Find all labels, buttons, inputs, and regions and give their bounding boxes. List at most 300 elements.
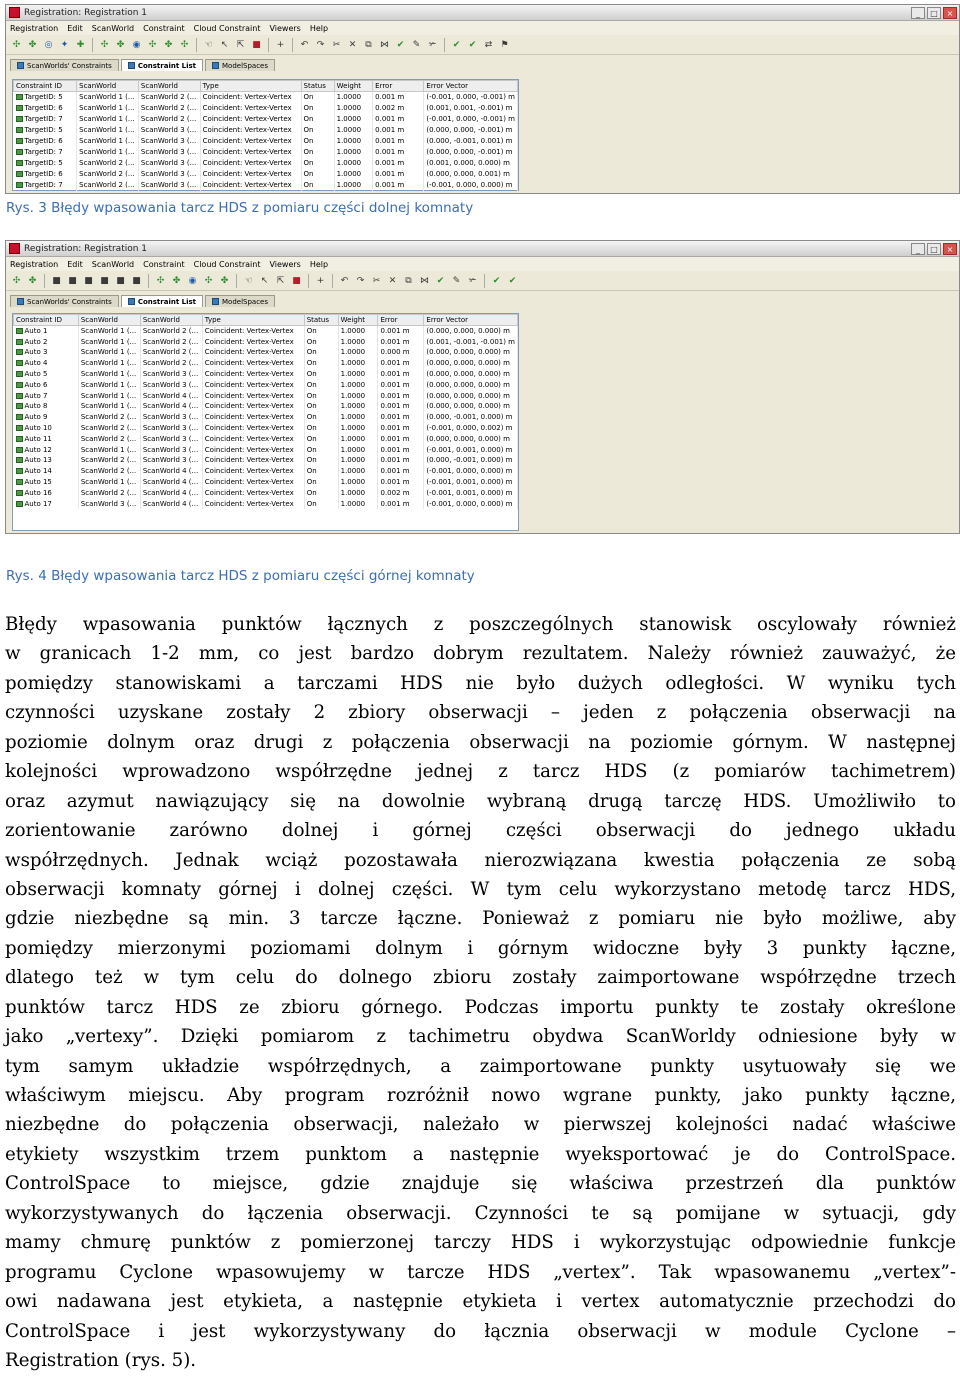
col-error-vector[interactable]: Error Vector: [424, 315, 518, 326]
lock-icon[interactable]: ■: [252, 39, 261, 50]
link-icon[interactable]: ✣: [12, 39, 21, 50]
table-cell: [200, 158, 301, 169]
col-scanworld-a[interactable]: ScanWorld: [77, 81, 139, 92]
cell-text: ScanWorld 1 (...: [80, 370, 137, 379]
table-cell: [14, 455, 79, 466]
cut-icon[interactable]: ✂: [372, 275, 381, 286]
unlink-icon[interactable]: ✃: [428, 39, 437, 50]
table-cell: [78, 369, 140, 380]
table-cell: [14, 423, 79, 434]
table-cell: [338, 487, 378, 498]
col-error[interactable]: Error: [373, 81, 424, 92]
table-cell: [424, 326, 518, 337]
table-cell: [200, 103, 301, 114]
cell-text: 0.001 m: [380, 327, 410, 336]
col-type[interactable]: Type: [200, 81, 301, 92]
table-cell: [301, 169, 334, 180]
table-cell: [373, 158, 424, 169]
table-cell: [378, 326, 424, 337]
cell-text: On: [306, 327, 317, 336]
table-cell: [14, 358, 79, 369]
cell-text: On: [306, 456, 317, 465]
table-cell: [338, 347, 378, 358]
table-row[interactable]: [14, 498, 518, 509]
paragraph-line: mamy chmurę punktów z pomierzonej tarczy HDS i wykorzystując odpowiednie funkcje: [5, 1232, 956, 1254]
constraint-icon: [16, 382, 23, 388]
constraint-icon: [16, 501, 23, 507]
cell-text: 1.0000: [336, 93, 362, 102]
menu-cloud-constraint[interactable]: Cloud Constraint: [193, 259, 261, 269]
grid-icon[interactable]: ■: [84, 275, 93, 286]
table-cell: [140, 487, 202, 498]
cursor-icon[interactable]: ↖: [260, 275, 269, 286]
delete-icon[interactable]: ✕: [388, 275, 397, 286]
grid-icon[interactable]: ■: [100, 275, 109, 286]
cell-text: ScanWorld 3 (...: [140, 159, 197, 167]
merge-icon[interactable]: ⋈: [380, 39, 389, 50]
cell-text: ScanWorld 2 (...: [80, 488, 137, 497]
tab-modelspaces[interactable]: ModelSpaces: [205, 59, 275, 71]
constraint-icon: [16, 360, 23, 366]
screenshot-window-lower: [5, 4, 960, 194]
table-row[interactable]: [14, 180, 518, 191]
constraint-icon: [16, 349, 23, 355]
table-row[interactable]: [14, 444, 518, 455]
cell-text: 1.0000: [340, 391, 366, 400]
minimize-icon[interactable]: _: [911, 243, 925, 255]
menu-viewers[interactable]: Viewers: [269, 259, 301, 269]
menu-registration[interactable]: Registration: [10, 23, 59, 33]
table-row[interactable]: [14, 487, 518, 498]
cell-text: 1.0000: [336, 181, 362, 189]
plus-icon[interactable]: +: [276, 39, 285, 50]
cell-text: ScanWorld 2 (...: [142, 359, 199, 368]
grid-icon[interactable]: ■: [132, 275, 141, 286]
cell-text: Coincident: Vertex-Vertex: [202, 148, 292, 156]
scan-icon[interactable]: ✦: [60, 39, 69, 50]
cell-text: 1.0000: [340, 327, 366, 336]
col-status[interactable]: Status: [304, 315, 338, 326]
check-constraint-icon[interactable]: ✔: [452, 39, 461, 50]
tab-constraint-list[interactable]: Constraint List: [121, 59, 203, 71]
table-cell: [77, 169, 139, 180]
table-cell: [14, 169, 77, 180]
link-icon[interactable]: ✣: [12, 275, 21, 286]
table-cell: [304, 433, 338, 444]
model-icon[interactable]: ✣: [148, 39, 157, 50]
table-row[interactable]: [14, 92, 518, 103]
flag-icon[interactable]: ⚑: [500, 39, 509, 50]
table-row[interactable]: [14, 390, 518, 401]
table-cell: [424, 336, 518, 347]
menu-scanworld[interactable]: ScanWorld: [91, 259, 135, 269]
plus-icon[interactable]: +: [316, 275, 325, 286]
table-cell: [378, 487, 424, 498]
paragraph-line: wykorzystywanych do łączenia obserwacji. Czynności te są pomijane w sytuacji, gdy: [5, 1202, 956, 1224]
table-cell: [304, 455, 338, 466]
col-scanworld-b[interactable]: ScanWorld: [140, 315, 202, 326]
hand-icon[interactable]: ☜: [244, 275, 253, 286]
undo-icon[interactable]: ↶: [340, 275, 349, 286]
menu-cloud-constraint[interactable]: Cloud Constraint: [193, 23, 261, 33]
table-cell: [138, 103, 200, 114]
toggle-icon[interactable]: ⇄: [484, 39, 493, 50]
table-row[interactable]: [14, 158, 518, 169]
menu-help[interactable]: Help: [309, 259, 329, 269]
menu-constraint[interactable]: Constraint: [143, 259, 185, 269]
unlink-icon[interactable]: ✃: [468, 275, 477, 286]
table-cell: [424, 412, 518, 423]
table-row[interactable]: [14, 347, 518, 358]
tab-scanworlds-constraints[interactable]: ScanWorlds' Constraints: [10, 59, 119, 71]
table-row[interactable]: [14, 433, 518, 444]
cell-text: ScanWorld 1 (...: [79, 104, 135, 112]
col-constraint-id[interactable]: Constraint ID: [14, 315, 79, 326]
cell-text: ScanWorld 1 (...: [80, 359, 137, 368]
table-cell: [140, 444, 202, 455]
cell-text: On: [306, 402, 317, 411]
table-row[interactable]: [14, 401, 518, 412]
cell-text: Coincident: Vertex-Vertex: [202, 159, 292, 167]
cell-text: Auto 14: [24, 467, 52, 476]
table-cell: [304, 326, 338, 337]
lock-icon[interactable]: ■: [292, 275, 301, 286]
table-row[interactable]: [14, 477, 518, 488]
menu-scanworld[interactable]: ScanWorld: [91, 23, 135, 33]
cell-text: (0.000, 0.000, 0.000) m: [426, 391, 510, 400]
merge-icon[interactable]: ⋈: [420, 275, 429, 286]
table-cell: [334, 169, 373, 180]
check-all-icon[interactable]: ✔: [468, 39, 477, 50]
table-row[interactable]: [14, 125, 518, 136]
cell-text: ScanWorld 3 (...: [142, 370, 199, 379]
table-cell: [424, 477, 518, 488]
table-cell: [338, 423, 378, 434]
auto-icon[interactable]: ✤: [172, 275, 181, 286]
auto-icon[interactable]: ✤: [116, 39, 125, 50]
check-icon[interactable]: ✔: [396, 39, 405, 50]
table-cell: [77, 180, 139, 191]
table-row[interactable]: [14, 114, 518, 125]
table-row[interactable]: [14, 455, 518, 466]
cell-text: 1.0000: [336, 104, 362, 112]
table-cell: [304, 466, 338, 477]
table-cell: [202, 412, 304, 423]
cell-text: 1.0000: [340, 478, 366, 487]
table-row[interactable]: [14, 326, 518, 337]
cell-text: (0.000, -0.001, 0.001) m: [426, 137, 513, 145]
cell-text: 1.0000: [340, 380, 366, 389]
menu-viewers[interactable]: Viewers: [269, 23, 301, 33]
space-icon[interactable]: ✤: [220, 275, 229, 286]
table-cell: [338, 336, 378, 347]
table-cell: [373, 114, 424, 125]
cell-text: Coincident: Vertex-Vertex: [204, 337, 294, 346]
table-cell: [373, 125, 424, 136]
table-cell: [301, 114, 334, 125]
cell-text: ScanWorld 4 (...: [142, 467, 199, 476]
copy-icon[interactable]: ⧉: [365, 39, 372, 50]
cell-text: Coincident: Vertex-Vertex: [204, 424, 294, 433]
toolbar: [6, 271, 959, 291]
copy-icon[interactable]: ⧉: [405, 275, 412, 286]
table-row[interactable]: [14, 147, 518, 158]
cell-text: Auto 15: [24, 478, 52, 487]
table-cell: [338, 379, 378, 390]
table-cell: [200, 180, 301, 191]
table-cell: [373, 180, 424, 191]
cloud-icon[interactable]: ✤: [28, 39, 37, 50]
table-cell: [202, 401, 304, 412]
cell-text: ScanWorld 1 (...: [79, 93, 135, 102]
table-cell: [138, 180, 200, 191]
tab-constraint-list[interactable]: Constraint List: [121, 295, 203, 307]
hand-icon[interactable]: ☜: [204, 39, 213, 50]
table-cell: [202, 477, 304, 488]
table-cell: [378, 401, 424, 412]
cell-text: (0.000, 0.000, -0.001) m: [426, 126, 513, 134]
close-icon[interactable]: ×: [943, 243, 957, 255]
table-row[interactable]: [14, 466, 518, 477]
cell-text: ScanWorld 2 (...: [142, 348, 199, 357]
table-cell: [338, 369, 378, 380]
cell-text: (-0.001, 0.001, 0.000) m: [426, 478, 513, 487]
check-icon[interactable]: ✔: [436, 275, 445, 286]
table-cell: [200, 147, 301, 158]
constraint-icon: [16, 436, 23, 442]
cell-text: 1.0000: [336, 148, 362, 156]
cell-text: (-0.001, 0.000, 0.002) m: [426, 424, 513, 433]
grid-icon[interactable]: ■: [68, 275, 77, 286]
model-icon[interactable]: ✣: [204, 275, 213, 286]
constraint-icon: [16, 94, 23, 100]
constraint-icon[interactable]: ✣: [100, 39, 109, 50]
menu-registration[interactable]: Registration: [10, 259, 59, 269]
table-cell: [78, 444, 140, 455]
table-cell: [424, 498, 518, 509]
cell-text: ScanWorld 1 (...: [79, 148, 135, 156]
cell-text: Auto 13: [24, 456, 52, 465]
table-cell: [14, 147, 77, 158]
table-cell: [202, 498, 304, 509]
table-cell: [77, 125, 139, 136]
cell-text: Coincident: Vertex-Vertex: [202, 104, 292, 112]
pick-icon[interactable]: ⇱: [276, 275, 285, 286]
table-cell: [202, 390, 304, 401]
table-cell: [77, 147, 139, 158]
cell-text: On: [306, 445, 317, 454]
table-cell: [424, 444, 518, 455]
col-weight[interactable]: Weight: [334, 81, 373, 92]
cell-text: Auto 12: [24, 445, 52, 454]
table-cell: [338, 326, 378, 337]
table-cell: [138, 125, 200, 136]
table-row[interactable]: [14, 358, 518, 369]
cell-text: ScanWorld 3 (...: [80, 499, 137, 508]
table-cell: [378, 423, 424, 434]
table-cell: [301, 103, 334, 114]
paragraph-line: dlatego też w tym celu do dolnego zbioru zostały zaimportowane współrzędne trzech: [5, 967, 956, 989]
constraint-icon: [16, 403, 23, 409]
table-cell: [14, 487, 79, 498]
constraint-icon: [16, 468, 23, 474]
cell-text: On: [303, 159, 314, 167]
cell-text: 0.001 m: [375, 170, 405, 178]
cell-text: ScanWorld 3 (...: [142, 434, 199, 443]
cell-text: (0.001, 0.001, -0.001) m: [426, 104, 513, 112]
register-icon[interactable]: ◉: [132, 39, 141, 50]
table-cell: [202, 423, 304, 434]
col-scanworld-a[interactable]: ScanWorld: [78, 315, 140, 326]
menu-edit[interactable]: Edit: [67, 23, 83, 33]
table-cell: [14, 477, 79, 488]
cell-text: ScanWorld 2 (...: [80, 413, 137, 422]
pick-icon[interactable]: ⇱: [236, 39, 245, 50]
cell-text: 1.0000: [336, 137, 362, 145]
grid-icon[interactable]: ■: [116, 275, 125, 286]
delete-icon[interactable]: ✕: [348, 39, 357, 50]
table-cell: [140, 498, 202, 509]
table-cell: [424, 379, 518, 390]
table-cell: [338, 401, 378, 412]
col-error-vector[interactable]: Error Vector: [424, 81, 518, 92]
cell-text: Coincident: Vertex-Vertex: [204, 467, 294, 476]
constraint-icon: [16, 393, 23, 399]
register-icon[interactable]: ◉: [188, 275, 197, 286]
cut-icon[interactable]: ✂: [332, 39, 341, 50]
cell-text: 0.001 m: [375, 181, 405, 189]
table-header: [14, 81, 518, 92]
table-cell: [424, 147, 518, 158]
cell-text: (0.001, -0.001, -0.001) m: [426, 337, 515, 346]
constraint-icon: [16, 490, 23, 496]
cell-text: Auto 17: [24, 499, 52, 508]
cell-text: Auto 3: [24, 348, 48, 357]
table-cell: [140, 347, 202, 358]
table-cell: [202, 369, 304, 380]
table-row[interactable]: [14, 336, 518, 347]
table-cell: [424, 358, 518, 369]
maximize-icon[interactable]: □: [927, 243, 941, 255]
edit-icon[interactable]: ✎: [452, 275, 461, 286]
table-cell: [304, 390, 338, 401]
table-row[interactable]: [14, 103, 518, 114]
table-row[interactable]: [14, 379, 518, 390]
table-cell: [424, 114, 518, 125]
close-icon[interactable]: ×: [943, 7, 957, 19]
cell-text: (0.000, 0.000, 0.000) m: [426, 327, 510, 336]
target-icon[interactable]: ◎: [44, 39, 53, 50]
cell-text: TargetID: 7: [24, 115, 63, 123]
cell-text: Coincident: Vertex-Vertex: [204, 445, 294, 454]
cell-text: TargetID: 7: [24, 148, 63, 156]
cell-text: (-0.001, 0.001, 0.000) m: [426, 488, 513, 497]
table-row[interactable]: [14, 169, 518, 180]
add-icon[interactable]: ✚: [76, 39, 85, 50]
space-icon[interactable]: ✤: [164, 39, 173, 50]
tab-scanworlds-constraints[interactable]: ScanWorlds' Constraints: [10, 295, 119, 307]
col-constraint-id[interactable]: Constraint ID: [14, 81, 77, 92]
cell-text: 0.001 m: [380, 359, 410, 368]
cell-text: 1.0000: [336, 170, 362, 178]
table-cell: [338, 477, 378, 488]
maximize-icon[interactable]: □: [927, 7, 941, 19]
table-row[interactable]: [14, 369, 518, 380]
toolbar: [6, 35, 959, 55]
grid-icon[interactable]: ■: [52, 275, 61, 286]
cell-text: Auto 5: [24, 370, 48, 379]
table-cell: [334, 158, 373, 169]
cell-text: On: [303, 126, 314, 134]
edit-icon[interactable]: ✎: [412, 39, 421, 50]
menu-edit[interactable]: Edit: [67, 259, 83, 269]
paragraph-line: współrzędnych. Jednak wciąż pozostawała nierozwiązana kwestia połączenia ze sobą: [5, 849, 956, 871]
table-cell: [424, 466, 518, 477]
table-cell: [14, 158, 77, 169]
cell-text: 0.001 m: [375, 126, 405, 134]
table-cell: [338, 466, 378, 477]
group-icon[interactable]: ✣: [180, 39, 189, 50]
cursor-icon[interactable]: ↖: [220, 39, 229, 50]
table-cell: [78, 379, 140, 390]
check-all-icon[interactable]: ✔: [508, 275, 517, 286]
cell-text: Coincident: Vertex-Vertex: [202, 115, 292, 123]
tab-bar: [6, 57, 959, 71]
col-status[interactable]: Status: [301, 81, 334, 92]
redo-icon[interactable]: ↷: [356, 275, 365, 286]
screenshot-window-upper: [5, 240, 960, 534]
menu-help[interactable]: Help: [309, 23, 329, 33]
paragraph-line: ControlSpace to miejsce, gdzie znajduje się właściwa przestrzeń dla punktów: [5, 1173, 956, 1195]
table-row[interactable]: [14, 136, 518, 147]
paragraph-line: obserwacji komnaty górnej i dolnej części. W tym celu wykorzystano metodę tarcz HDS,: [5, 878, 956, 900]
paragraph-line: oraz azymut nawiązujący się na dowolnie wybraną drugą tarczę HDS. Umożliwiło to: [5, 790, 956, 812]
table-cell: [202, 358, 304, 369]
minimize-icon[interactable]: _: [911, 7, 925, 19]
col-type[interactable]: Type: [202, 315, 304, 326]
redo-icon[interactable]: ↷: [316, 39, 325, 50]
col-error[interactable]: Error: [378, 315, 424, 326]
table-cell: [378, 412, 424, 423]
table-cell: [14, 379, 79, 390]
table-cell: [14, 444, 79, 455]
tab-modelspaces[interactable]: ModelSpaces: [205, 295, 275, 307]
cloud-icon[interactable]: ✤: [28, 275, 37, 286]
check-constraint-icon[interactable]: ✔: [492, 275, 501, 286]
menu-constraint[interactable]: Constraint: [143, 23, 185, 33]
cell-text: Coincident: Vertex-Vertex: [204, 413, 294, 422]
table-cell: [301, 136, 334, 147]
table-cell: [140, 358, 202, 369]
table-row[interactable]: [14, 412, 518, 423]
table-cell: [78, 477, 140, 488]
constraint-icon[interactable]: ✣: [156, 275, 165, 286]
paragraph-line: w granicach 1-2 mm, co jest bardzo dobrym rezultatem. Należy również zauważyć, że: [5, 643, 956, 665]
table-cell: [301, 180, 334, 191]
col-scanworld-b[interactable]: ScanWorld: [138, 81, 200, 92]
table-cell: [138, 169, 200, 180]
table-cell: [378, 369, 424, 380]
cell-text: ScanWorld 4 (...: [142, 499, 199, 508]
table-row[interactable]: [14, 423, 518, 434]
undo-icon[interactable]: ↶: [300, 39, 309, 50]
cell-text: ScanWorld 2 (...: [79, 159, 135, 167]
paragraph-line: pomiędzy mierzonymi poziomami dolnym i górnym widoczne były 3 punkty łączne,: [5, 937, 956, 959]
col-weight[interactable]: Weight: [338, 315, 378, 326]
table-cell: [78, 390, 140, 401]
table-cell: [77, 136, 139, 147]
table-cell: [378, 498, 424, 509]
